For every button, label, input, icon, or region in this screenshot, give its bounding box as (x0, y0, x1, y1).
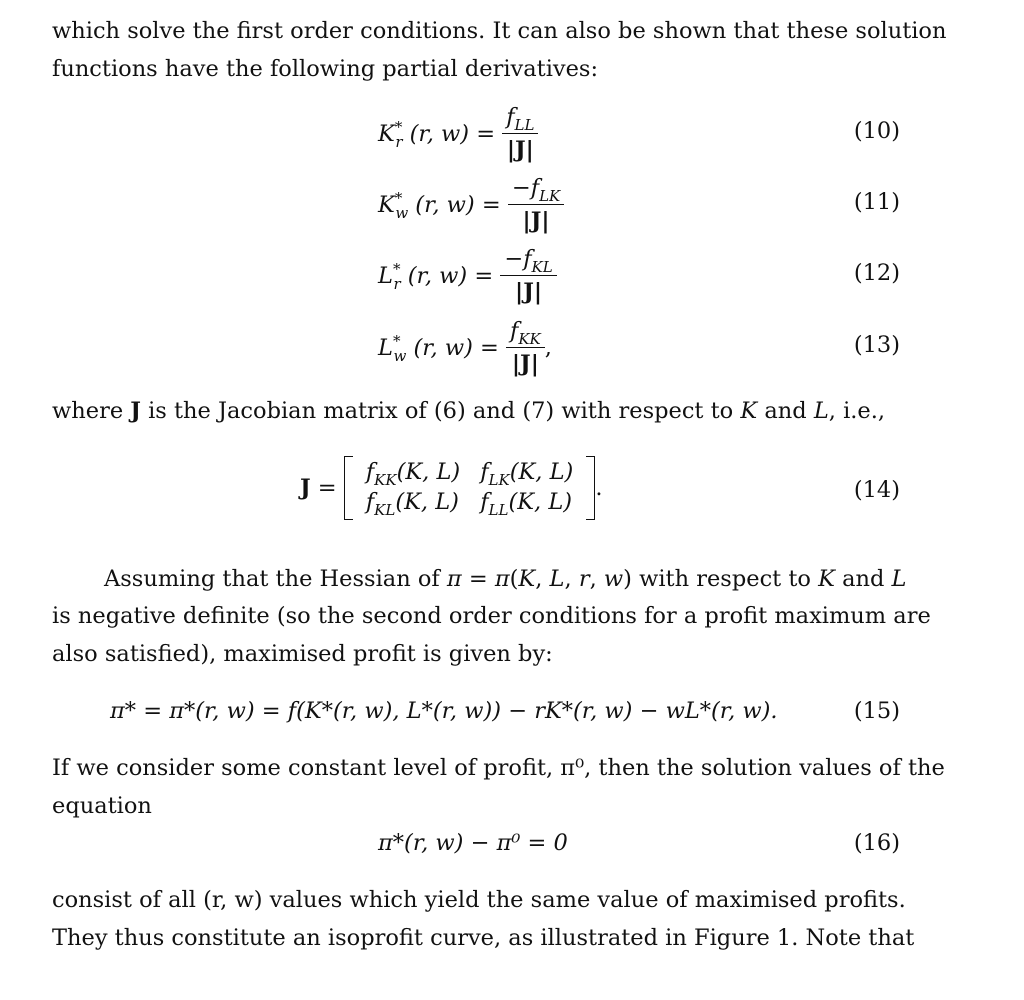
paragraph-2-line-2: is negative definite (so the second order conditions for a profit maximum are (52, 603, 931, 629)
equation-number-13: (13) (853, 332, 900, 358)
equation-13: $L^*_w$ (r, w) = $\frac{f_{KK}}{|J|}$ , (378, 318, 552, 377)
equation-10: $K^*_r$ (r, w) = $\frac{f_{LL}}{|J|}$ (378, 104, 538, 163)
equation-15: π* = π*(r, w) = f(K*(r, w), L*(r, w)) − rK*(r, w) − wL*(r, w). (110, 698, 778, 724)
equation-number-14: (14) (853, 477, 900, 503)
jacobian-sentence: where J is the Jacobian matrix of (6) and (7) with respect to K and L, i.e., (52, 398, 886, 424)
matrix-a22: $f_{LL}(K$, L) (480, 489, 573, 519)
equation-number-12: (12) (853, 260, 900, 286)
paragraph-3-line-2: equation (52, 793, 152, 819)
equation-12: $L^*_r$ (r, w) = $\frac{-f_{KL}}{|J|}$ (378, 246, 557, 305)
matrix-a21: $f_{KL}(K$, L) (365, 489, 459, 519)
matrix-a11: $f_{KK}(K$, L) (365, 459, 461, 489)
equation-number-15: (15) (853, 698, 900, 724)
paragraph-2-line-3: also satisfied), maximised profit is given by: (52, 641, 553, 667)
paragraph-3-line-1: If we consider some constant level of profit, π⁰, then the solution values of the (52, 755, 945, 781)
paragraph-1-line-1: which solve the first order conditions. It can also be shown that these solution (52, 18, 947, 44)
paragraph-4-line-1: consist of all (r, w) values which yield the same value of maximised profits. (52, 887, 906, 913)
equation-16: π*(r, w) − π⁰ = 0 (378, 830, 568, 856)
paragraph-1-line-2: functions have the following partial derivatives: (52, 56, 599, 82)
equation-number-11: (11) (853, 189, 900, 215)
equation-number-10: (10) (853, 118, 900, 144)
jacobian-matrix (344, 456, 596, 520)
paragraph-4-line-2: They thus constitute an isoprofit curve, as illustrated in Figure 1. Note that (52, 925, 915, 951)
matrix-a12: $f_{LK}(K$, L) (480, 459, 574, 489)
jacobian-equation: J = $f_{KK}(K$, L) $f_{LK}(K$, L) $f_{KL}(K$, L) $f_{LL}(K$, L) . (300, 456, 602, 520)
equation-number-16: (16) (853, 830, 900, 856)
paragraph-2-line-1: Assuming that the Hessian of π = π(K, L, r, w) with respect to K and L (104, 566, 907, 592)
equation-11: $K^*_w$ (r, w) = $\frac{-f_{LK}}{|J|}$ (378, 175, 564, 234)
